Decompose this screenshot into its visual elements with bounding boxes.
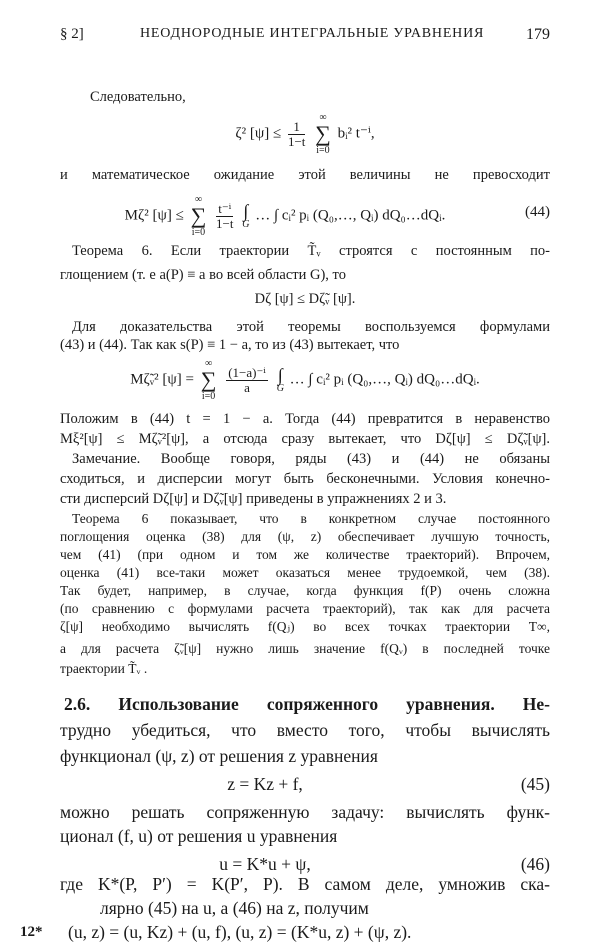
text-line: Положим в (44) t = 1 − a. Тогда (44) превратится в неравенство (60, 411, 550, 427)
sum-symbol: ∞ ∑ i=0 (315, 112, 331, 156)
equation-m-zeta-nu (60, 356, 550, 402)
denominator: 1−t (287, 133, 306, 149)
text-line: где K*(P, P′) = K(P′, P). В самом деле, умножив ска- (60, 874, 550, 894)
text-line: Теорема 6. Если траектории T̃ᵥ строятся с постоянным по- (72, 243, 550, 259)
text-line: (по сравнению с формулами расчета траекторий), так как для расчета (60, 601, 550, 616)
equation-dispersion: Dζ [ψ] ≤ Dζ̃ᵥ [ψ]. (254, 291, 356, 307)
text-line: Так будет, например, в случае, когда функция f(P) очень сложна (60, 583, 550, 598)
sum-lower: i=0 (201, 391, 216, 402)
numerator: (1−a)⁻ⁱ (228, 364, 266, 380)
text-line: траектории T̃ᵥ . (60, 661, 148, 676)
text-line: сходиться, и дисперсии могут быть бесконечными. Условия конечно- (60, 471, 550, 487)
equation-46: u = K*u + ψ, (219, 854, 311, 874)
integral-domain: G (276, 383, 284, 394)
sum-upper: ∞ (194, 194, 202, 205)
fraction (288, 120, 305, 149)
fraction (226, 366, 268, 395)
equation-45: z = Kz + f, (227, 774, 303, 794)
equation-number: (46) (520, 854, 550, 874)
integral-symbol: ∫ G (242, 201, 250, 230)
text-line: Для доказательства этой теоремы воспользуемся формулами (72, 319, 550, 335)
eq-rhs: … ∫ cᵢ² pᵢ (Q₀,…, Qᵢ) dQ₀…dQᵢ. (289, 371, 480, 388)
eq-lhs: Mζ̃ᵥ² [ψ] = (130, 371, 194, 388)
text-line: Замечание. Вообще говоря, ряды (43) и (44) не обязаны (72, 451, 550, 467)
text-line: Следовательно, (90, 89, 186, 105)
denominator: a (244, 379, 250, 395)
denominator: 1−t (216, 215, 234, 231)
text-line: а для расчета ζ̃ᵥ[ψ] нужно лишь значение f(Qᵥ) в последней точке (60, 641, 550, 656)
equation-zeta-bound (60, 108, 550, 156)
sum-upper: ∞ (205, 358, 213, 369)
page-number: 179 (526, 26, 550, 43)
fraction (216, 202, 233, 231)
text-line: можно решать сопряженную задачу: вычислять функ- (60, 802, 550, 822)
text-line: Теорема 6 показывает, что в конкретном случае постоянного (72, 511, 550, 526)
text-line: глощением (т. е a(P) ≡ a во всей области G), то (60, 267, 346, 283)
running-header (60, 26, 550, 50)
text-line: функционал (ψ, z) от решения z уравнения (60, 746, 378, 766)
text-line: поглощения оценка (38) для (ψ, z) обеспечивает лучшую точность, (60, 529, 550, 544)
eq-lhs: Mζ² [ψ] ≤ (124, 207, 184, 224)
sum-lower: i=0 (191, 227, 206, 238)
text-line: Mξ²[ψ] ≤ Mζ̃ᵥ²[ψ], а отсюда сразу вытекает, что Dζ[ψ] ≤ Dζ̃ᵥ[ψ]. (60, 431, 550, 447)
text-line: ζ[ψ] необходимо вычислять f(Qⱼ) во всех точках траектории T∞, (60, 619, 550, 634)
text-line: ционал (f, u) от решения u уравнения (60, 826, 338, 846)
equation-44 (60, 190, 550, 238)
text-line: чем (41) (при одном и том же количестве траекторий). Впрочем, (60, 547, 550, 562)
sum-upper: ∞ (319, 112, 327, 123)
eq-rhs: bᵢ² t⁻ⁱ, (337, 125, 375, 142)
header-title: НЕОДНОРОДНЫЕ ИНТЕГРАЛЬНЫЕ УРАВНЕНИЯ (140, 26, 485, 41)
integral-domain: G (242, 219, 250, 230)
equation-number: (45) (520, 774, 550, 794)
sum-symbol: ∞ ∑ i=0 (200, 358, 217, 402)
equation-inner-products: (u, z) = (u, Kz) + (u, f), (u, z) = (K*u, z) + (ψ, z). (68, 922, 412, 942)
signature-mark: 12* (20, 924, 43, 940)
sum-symbol: ∞ ∑ i=0 (190, 194, 207, 238)
eq-rhs: … ∫ cᵢ² pᵢ (Q₀,…, Qᵢ) dQ₀…dQᵢ. (255, 207, 446, 224)
text-line: лярно (45) на u, а (46) на z, получим (100, 898, 369, 918)
text-line: трудно убедиться, что вместо того, чтобы вычислять (60, 720, 550, 740)
text-line: (43) и (44). Так как s(P) ≡ 1 − a, то из (43) вытекает, что (60, 337, 400, 353)
integral-symbol: ∫ G (276, 365, 284, 394)
sum-lower: i=0 (316, 145, 330, 156)
equation-number: (44) (525, 204, 550, 220)
text-line: сти дисперсий Dζ[ψ] и Dζ̃ᵥ[ψ] приведены в упражнениях 2 и 3. (60, 491, 447, 507)
text-line: оценка (41) все-таки может оказаться менее трудоемкой, чем (38). (60, 565, 550, 580)
section-heading: 2.6. Использование сопряженного уравнения. Не- (64, 694, 550, 714)
numerator: t⁻ⁱ (216, 202, 233, 217)
text-line: и математическое ожидание этой величины не превосходит (60, 167, 550, 183)
section-mark: § 2] (60, 26, 84, 42)
numerator: 1 (288, 120, 305, 135)
eq-lhs: ζ² [ψ] ≤ (235, 125, 282, 142)
